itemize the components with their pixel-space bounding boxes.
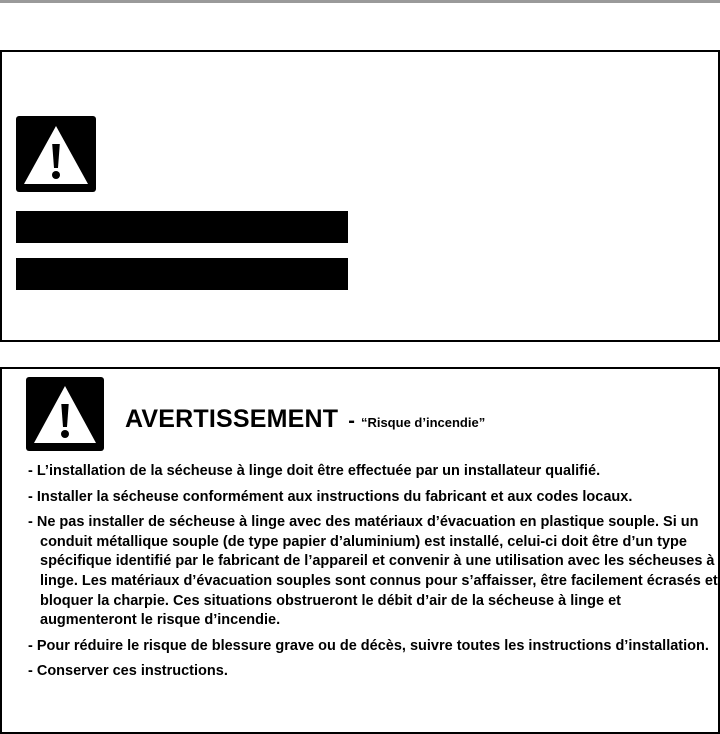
heading-separator: - — [348, 410, 355, 432]
list-item: - L’installation de la sécheuse à linge doit être effectuée par un installateur qualifié. — [28, 463, 601, 479]
redaction-bar — [16, 211, 348, 243]
redacted-safety-panel — [0, 50, 720, 342]
warning-triangle-icon — [26, 377, 104, 451]
list-item: - Pour réduire le risque de blessure grave ou de décès, suivre toutes les instructions d’installation. — [28, 637, 709, 654]
hazard-title: “Risque d’incendie” — [360, 415, 486, 430]
list-item: - Conserver ces instructions. — [28, 663, 228, 680]
list-item: - Ne pas installer de sécheuse à linge avec des matériaux d’évacuation en plastique souple. Si un conduit métallique souple (de type papier d’aluminium) est installé, celui-ci doit être d’un type spécifique identifié par le fabricant de l’appareil et convenir à une utilisation avec les sécheuses à linge. Les matériaux d’évacuation souples sont connus pour s’affaisser, être facilement écrasés et bloquer la charpie. Ces situations obstrueront le débit d’air de la sécheuse à linge et augmenteront le risque d’incendie. — [28, 514, 718, 629]
warning-instructions-list — [28, 462, 718, 688]
signal-word: AVERTISSEMENT — [125, 405, 339, 433]
warning-triangle-icon — [16, 116, 96, 192]
list-item: - Installer la sécheuse conformément aux instructions du fabricant et aux codes locaux. — [28, 488, 633, 505]
redaction-bar — [16, 258, 348, 290]
top-rule — [0, 0, 720, 3]
warning-heading — [125, 405, 485, 434]
